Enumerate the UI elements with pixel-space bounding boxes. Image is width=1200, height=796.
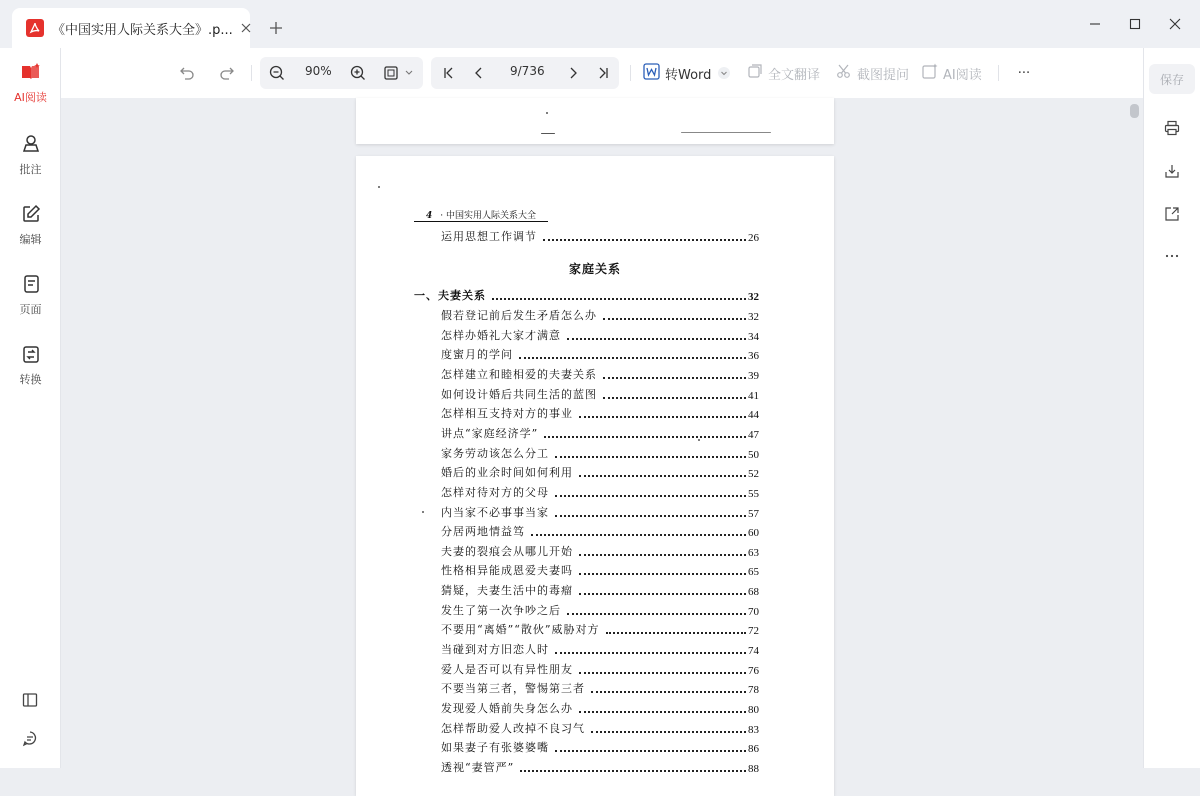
page-number-input[interactable]: 9/736 [510,64,545,78]
toc-entry[interactable] [441,327,759,343]
toc-chapter-title: 一、夫妻关系 [414,289,486,302]
annotate-icon [21,134,41,158]
toc-entry-page: 78 [748,684,759,697]
toc-entry-title: 讲点“家庭经济学” [441,426,539,440]
toc-entry-page: 44 [748,409,759,422]
toc-entry-title: 发生了第一次争吵之后 [441,603,561,617]
section-title: 家庭关系 [568,262,621,276]
right-sidebar [1143,48,1200,768]
toc-entry-page: 32 [748,311,759,323]
toc-entry-page: 57 [748,507,759,520]
toc-entry-title: 夫妻的裂痕会从哪儿开始 [441,544,573,558]
toc-entry-page: 63 [748,546,759,559]
previous-page-icon[interactable] [469,61,489,85]
fit-dropdown-chevron-down-icon[interactable] [403,61,415,85]
next-page-icon[interactable] [563,61,583,85]
toc-entry-title: 不要当第三者，警惕第三者 [441,682,585,696]
toc-entry-title: 婚后的业余时间如何利用 [441,466,573,480]
toc-entry[interactable] [441,307,759,323]
to-word-label: 转Word [665,67,712,83]
toc-entry-title: 怎样建立和睦相爱的夫妻关系 [441,367,597,381]
toc-entry-page: 41 [748,389,759,402]
sidebar-item-pages[interactable] [0,274,61,324]
screenshot-ask-label: 截图提问 [857,67,910,83]
word-icon [643,63,660,84]
toc-chapter-page: 32 [748,291,759,303]
toc-entry[interactable] [441,523,759,539]
toc-entry-page: 34 [748,330,759,343]
toc-entry[interactable] [441,661,759,677]
sidebar-item-label: 转换 [19,373,42,386]
sidebar-item-annotate[interactable] [0,134,61,184]
toc-entry-title: 运用思想工作调节 [441,230,537,243]
ai-read-label: AI阅读 [943,67,982,83]
undo-icon[interactable] [177,61,197,85]
ai-read-icon [20,62,42,86]
toc-entry-page: 52 [748,468,759,481]
tab-title: 《中国实用人际关系大全》.p... [52,22,233,38]
toc-entry[interactable] [441,602,759,618]
more-options-icon[interactable]: ··· [1017,65,1031,81]
to-word-chevron-down-icon[interactable] [717,61,731,85]
toc-entry-page: 47 [748,428,759,441]
toc-entry[interactable] [441,739,759,755]
document-tab[interactable] [12,8,250,48]
toc-entry-title: 透视“妻管严” [441,761,515,774]
current-page [356,156,834,796]
toc-entry-page: 80 [748,704,759,716]
toolbar-divider [251,65,252,81]
toc-entry[interactable] [441,700,759,716]
toc-entry-title: 怎样对待对方的父母 [441,485,549,499]
ai-read-button[interactable] [922,61,982,85]
title-bar [0,0,1200,48]
toc-entry-page: 39 [748,369,759,382]
toc-entry-page: 88 [748,763,759,775]
document-viewport[interactable] [62,98,1142,775]
screenshot-ask-button[interactable] [836,61,909,85]
left-sidebar [0,48,61,768]
toc-entry[interactable] [441,425,759,441]
minimize-icon[interactable] [1085,14,1105,34]
toc-entry-page: 70 [748,605,759,618]
toc-entry-title: 度蜜月的学问 [441,348,513,362]
sidebar-item-edit[interactable] [0,204,61,254]
full-translate-label: 全文翻译 [768,67,821,83]
toc-entry[interactable] [441,582,759,598]
running-head-page: 4 [426,211,433,221]
toc-entry-page: 68 [748,586,759,599]
toc-entry[interactable] [441,484,759,500]
toc-entry-page: 26 [748,232,759,244]
toc-entry[interactable] [441,445,759,461]
toolbar-divider [998,65,999,81]
toc-entry[interactable] [441,346,759,362]
sidebar-item-ai-read[interactable] [0,62,61,112]
toc-entry-page: 65 [748,566,759,579]
toc-entry[interactable] [441,405,759,421]
toc-entry-title: 猜疑，夫妻生活中的毒瘤 [441,584,573,598]
convert-icon [21,344,41,368]
toc-entry-title: 怎样相互支持对方的事业 [441,407,573,421]
toc-entry-title: 内当家不必事事当家 [441,505,549,519]
toc-entry[interactable] [441,641,759,657]
toc-entry[interactable] [441,504,759,520]
toc-entry[interactable] [441,228,759,244]
toc-entry-title: 分居两地情益笃 [441,525,525,539]
sidebar-item-convert[interactable] [0,344,61,394]
full-translate-button[interactable] [747,61,820,85]
sidebar-item-label: 页面 [19,303,42,316]
toc-entry-page: 36 [748,350,759,363]
toc-entry[interactable] [441,366,759,382]
toc-entry[interactable] [441,759,759,775]
ai-sparkle-icon [922,63,938,83]
main-toolbar [61,48,1143,98]
toc-entry-page: 83 [748,723,759,736]
toc-entry[interactable] [441,386,759,402]
toc-entry-page: 76 [748,664,759,677]
tab-close-icon[interactable] [241,20,251,36]
toc-entry-title: 假若登记前后发生矛盾怎么办 [441,309,597,322]
panel-toggle-icon[interactable] [20,690,40,710]
to-word-button[interactable] [643,61,711,85]
toc-entry-page: 60 [748,527,759,540]
zoom-in-icon[interactable] [348,61,368,85]
toc-entry-title: 家务劳动该怎么分工 [441,446,549,460]
previous-page [356,98,834,144]
sidebar-item-label: 批注 [19,163,42,176]
redo-icon[interactable] [217,61,237,85]
toc-entry-title: 怎样帮助爱人改掉不良习气 [441,721,585,735]
download-icon[interactable] [1162,161,1182,181]
pdf-app-icon [26,19,44,37]
feedback-icon[interactable] [20,728,40,748]
fit-page-icon[interactable] [381,61,401,85]
sidebar-item-label: AI阅读 [14,91,47,104]
toc-entry-title: 如果妻子有张婆婆嘴 [441,741,549,755]
toc-entry[interactable] [441,720,759,736]
toc-entry[interactable] [441,464,759,480]
toc-entry-page: 72 [748,625,759,638]
maximize-icon[interactable] [1125,14,1145,34]
sidebar-item-label: 编辑 [19,233,42,246]
share-icon[interactable] [1162,204,1182,224]
zoom-level[interactable]: 90% [305,64,332,78]
vertical-scrollbar[interactable] [1130,104,1139,118]
toc-entry-title: 如何设计婚后共同生活的蓝图 [441,387,597,401]
more-icon[interactable] [1162,246,1182,266]
toc-entry[interactable] [441,680,759,696]
toc-entry-title: 发现爱人婚前失身怎么办 [441,702,573,715]
toc-entry[interactable] [441,621,759,637]
toc-entry-page: 86 [748,743,759,756]
toc-entry-title: 当碰到对方旧恋人时 [441,643,549,656]
first-page-icon[interactable] [439,61,459,85]
toc-entry[interactable] [441,562,759,578]
toc-chapter[interactable] [414,287,759,303]
translate-icon [747,63,763,83]
close-window-icon[interactable] [1165,14,1185,34]
scissors-icon [836,63,852,83]
toc-entry-title: 性格相异能成恩爱夫妻吗 [441,564,573,578]
new-tab-button[interactable] [266,18,286,38]
toc-entry-page: 74 [748,645,759,657]
edit-icon [21,204,41,228]
toc-entry-title: 爱人是否可以有异性朋友 [441,662,573,676]
toc-entry-title: 不要用“离婚”“散伙”威胁对方 [441,623,600,637]
toc-entry[interactable] [441,543,759,559]
running-head-title: · 中国实用人际关系大全 [440,211,536,221]
save-button[interactable]: 保存 [1149,64,1195,94]
toc-entry-page: 55 [748,487,759,500]
toc-entry-page: 50 [748,448,759,461]
pages-icon [21,274,41,298]
zoom-out-icon[interactable] [267,61,287,85]
toc-entry-title: 怎样办婚礼大家才满意 [441,328,561,342]
toolbar-divider [630,65,631,81]
print-icon[interactable] [1162,118,1182,138]
running-head [414,208,548,222]
last-page-icon[interactable] [593,61,613,85]
